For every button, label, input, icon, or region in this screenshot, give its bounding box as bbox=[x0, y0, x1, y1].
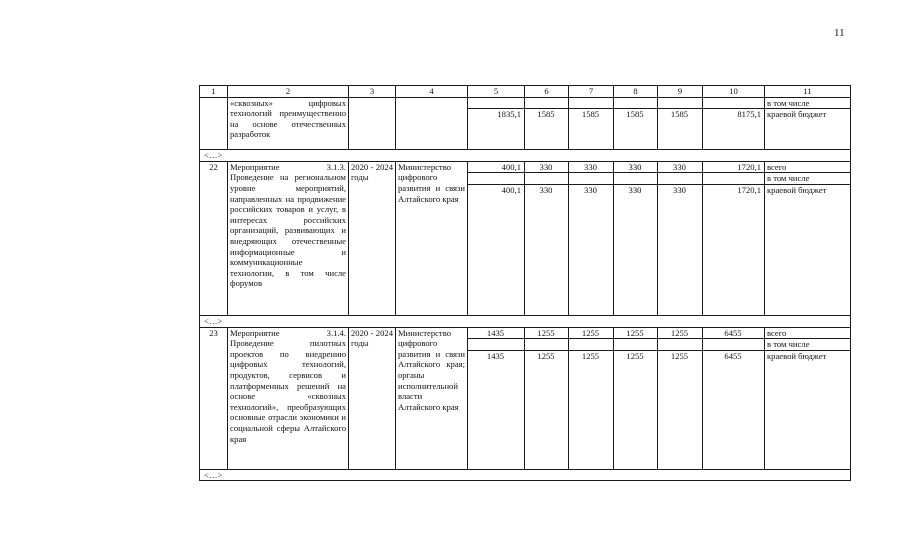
funding-source-cell: всего bbox=[765, 327, 851, 339]
value-cell: 400,1 bbox=[468, 161, 525, 173]
value-cell bbox=[703, 339, 765, 351]
value-cell bbox=[468, 173, 525, 185]
value-cell bbox=[614, 339, 658, 351]
value-cell bbox=[569, 97, 614, 109]
value-cell bbox=[658, 97, 703, 109]
value-cell: 1585 bbox=[569, 109, 614, 150]
value-cell bbox=[703, 173, 765, 185]
value-cell bbox=[658, 339, 703, 351]
value-cell: 1255 bbox=[658, 327, 703, 339]
period-cell bbox=[349, 97, 396, 150]
value-cell: 1255 bbox=[614, 327, 658, 339]
value-cell bbox=[525, 339, 569, 351]
column-header: 5 bbox=[468, 86, 525, 98]
column-header: 7 bbox=[569, 86, 614, 98]
value-cell: 330 bbox=[525, 161, 569, 173]
column-header: 4 bbox=[396, 86, 468, 98]
funding-source-cell: краевой бюджет bbox=[765, 109, 851, 150]
row-number-cell: 23 bbox=[200, 327, 228, 469]
funding-source-cell: краевой бюджет bbox=[765, 184, 851, 315]
funding-source-cell: в том числе bbox=[765, 173, 851, 185]
activity-description-cell: Мероприятие 3.1.4. Проведение пилотных проектов по внедрению цифровых технологий, продуктов, сервисов и платформенных решений на основе «сквозных технологий», преобразующих основные отрасли экономики и социальной сферы Алтайского края bbox=[228, 327, 349, 469]
ellipsis-row bbox=[200, 469, 851, 481]
value-cell: 1585 bbox=[614, 109, 658, 150]
column-header: 1 bbox=[200, 86, 228, 98]
value-cell bbox=[525, 97, 569, 109]
value-cell: 1435 bbox=[468, 350, 525, 469]
value-cell: 1255 bbox=[525, 350, 569, 469]
value-cell: 1720,1 bbox=[703, 184, 765, 315]
value-cell bbox=[703, 97, 765, 109]
ellipsis-row bbox=[200, 315, 851, 327]
value-cell: 1585 bbox=[658, 109, 703, 150]
value-cell: 330 bbox=[614, 161, 658, 173]
value-cell: 1585 bbox=[525, 109, 569, 150]
value-cell: 1255 bbox=[658, 350, 703, 469]
table-row bbox=[200, 97, 851, 109]
value-cell: 330 bbox=[569, 184, 614, 315]
ellipsis-cell: <…> bbox=[200, 315, 851, 327]
value-cell: 330 bbox=[614, 184, 658, 315]
table-row bbox=[200, 327, 851, 339]
value-cell: 330 bbox=[525, 184, 569, 315]
period-cell: 2020 - 2024 годы bbox=[349, 327, 396, 469]
column-header: 9 bbox=[658, 86, 703, 98]
value-cell: 330 bbox=[569, 161, 614, 173]
row-number-cell bbox=[200, 97, 228, 150]
value-cell: 1435 bbox=[468, 327, 525, 339]
value-cell bbox=[614, 97, 658, 109]
activity-description-cell: «сквозных» цифровых технологий преимущественно на основе отечественных разработок bbox=[228, 97, 349, 150]
funding-source-cell: в том числе bbox=[765, 97, 851, 109]
row-number-cell: 22 bbox=[200, 161, 228, 315]
executor-cell bbox=[396, 97, 468, 150]
value-cell: 330 bbox=[658, 161, 703, 173]
value-cell: 1255 bbox=[525, 327, 569, 339]
value-cell bbox=[614, 173, 658, 185]
value-cell: 6455 bbox=[703, 350, 765, 469]
funding-source-cell: в том числе bbox=[765, 339, 851, 351]
value-cell bbox=[525, 173, 569, 185]
page-number: 11 bbox=[834, 27, 845, 39]
value-cell bbox=[468, 339, 525, 351]
value-cell bbox=[658, 173, 703, 185]
funding-source-cell: краевой бюджет bbox=[765, 350, 851, 469]
ellipsis-cell: <…> bbox=[200, 469, 851, 481]
value-cell: 8175,1 bbox=[703, 109, 765, 150]
column-header: 10 bbox=[703, 86, 765, 98]
column-header: 8 bbox=[614, 86, 658, 98]
funding-source-cell: всего bbox=[765, 161, 851, 173]
value-cell: 1835,1 bbox=[468, 109, 525, 150]
value-cell: 1255 bbox=[614, 350, 658, 469]
ellipsis-cell: <…> bbox=[200, 150, 851, 162]
value-cell: 1720,1 bbox=[703, 161, 765, 173]
program-activities-table bbox=[199, 85, 851, 481]
value-cell: 1255 bbox=[569, 350, 614, 469]
value-cell: 6455 bbox=[703, 327, 765, 339]
executor-cell: Министерство цифрового развития и связи Алтайского края bbox=[396, 161, 468, 315]
ellipsis-row bbox=[200, 150, 851, 162]
column-header: 11 bbox=[765, 86, 851, 98]
period-cell: 2020 - 2024 годы bbox=[349, 161, 396, 315]
value-cell: 1255 bbox=[569, 327, 614, 339]
column-header: 3 bbox=[349, 86, 396, 98]
activity-description-cell: Мероприятие 3.1.3. Проведение на региональном уровне мероприятий, направленных на продвижение российских товаров и услуг, в интересах российских организаций, развивающих и внедряющих отечественные информационные и коммуникационные технологии, в том числе форумов bbox=[228, 161, 349, 315]
table-row bbox=[200, 161, 851, 173]
column-number-row bbox=[200, 86, 851, 98]
column-header: 6 bbox=[525, 86, 569, 98]
value-cell bbox=[569, 173, 614, 185]
value-cell: 400,1 bbox=[468, 184, 525, 315]
executor-cell: Министерство цифрового развития и связи Алтайского края; органы исполнительной власти Алтайского края bbox=[396, 327, 468, 469]
value-cell bbox=[468, 97, 525, 109]
value-cell bbox=[569, 339, 614, 351]
value-cell: 330 bbox=[658, 184, 703, 315]
column-header: 2 bbox=[228, 86, 349, 98]
